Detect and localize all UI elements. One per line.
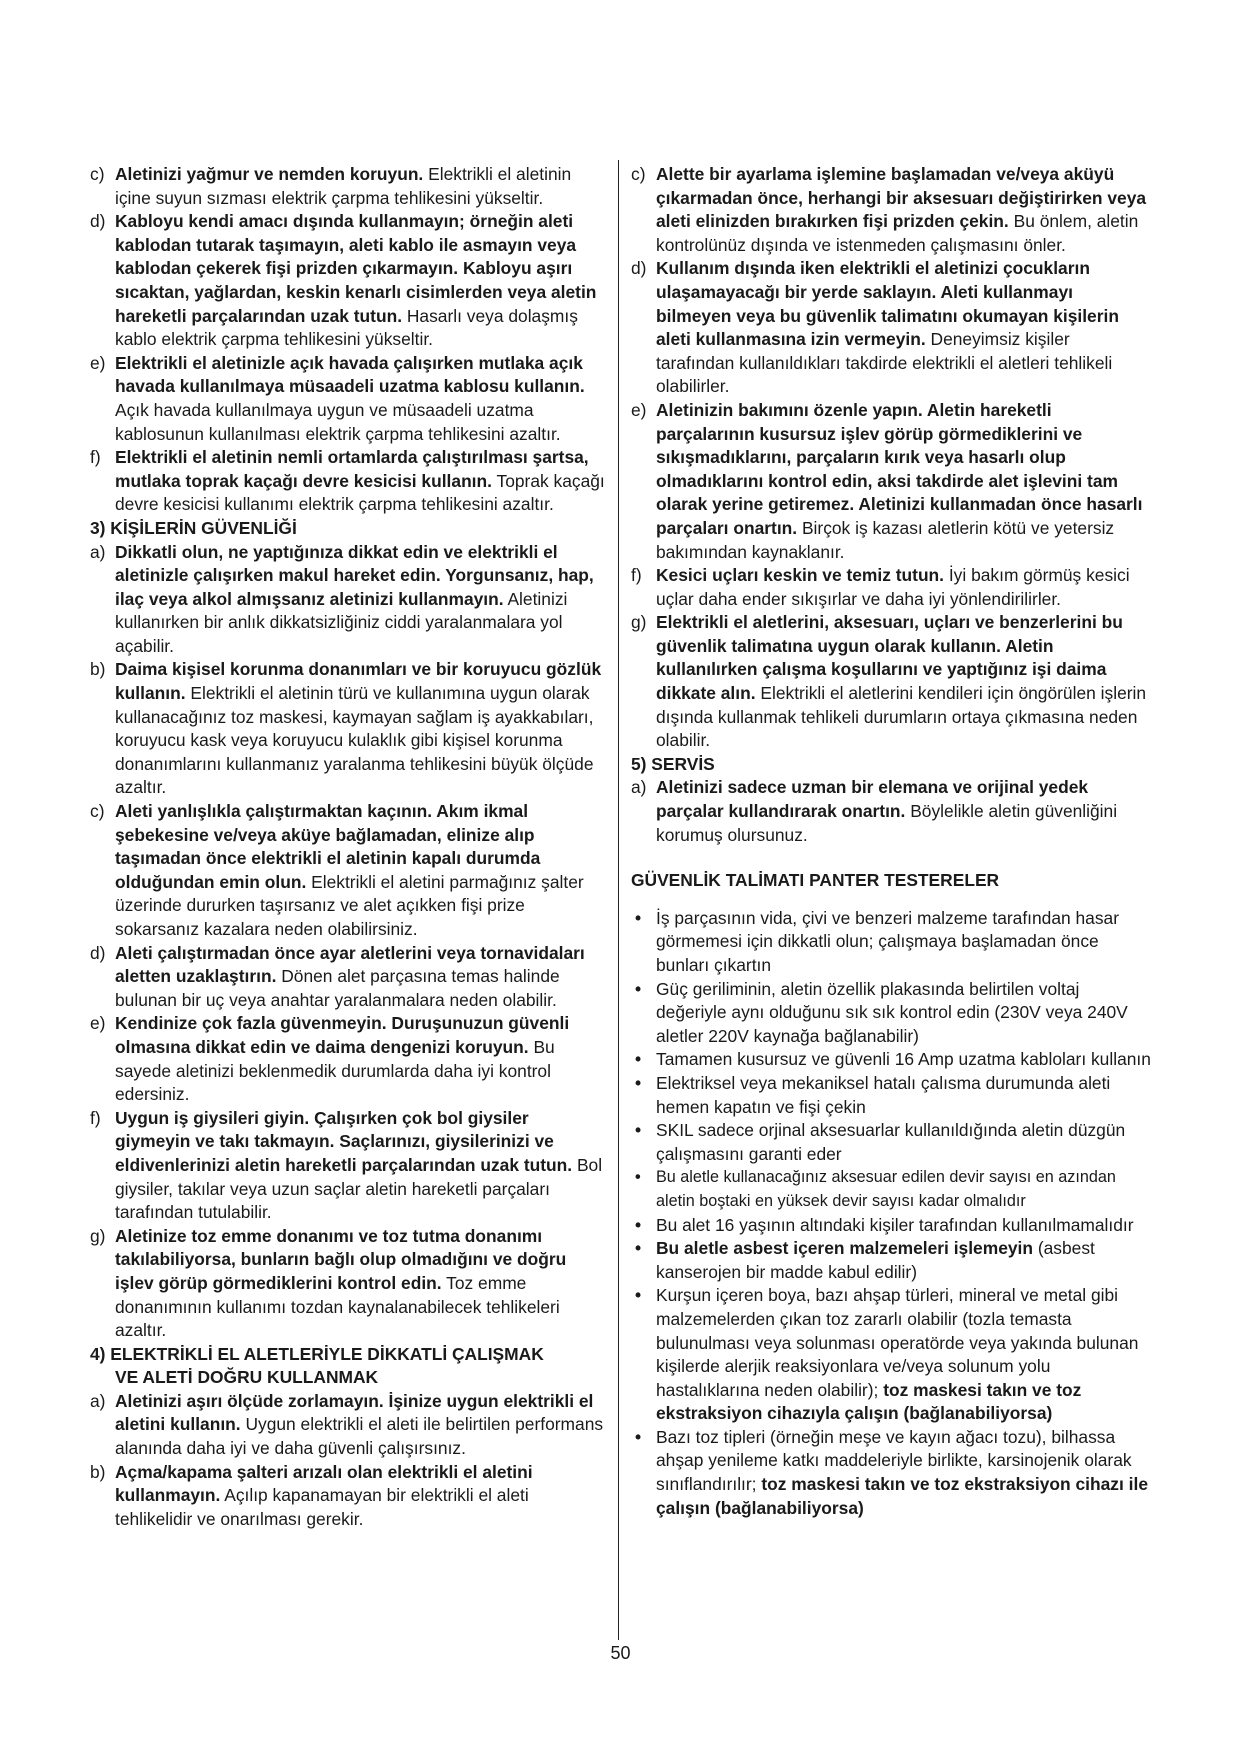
section3-items (90, 541, 605, 1343)
list-item: e) Elektrikli el aletinizle açık havada çalışırken mutlaka açık havada kullanılmaya müsaadeli uzatma kablosu kullanın. Açık havada kullanılmaya uygun ve müsaadeli uzatma kablosunun kullanılması elektrik çarpma tehlikesini azaltır. (90, 352, 585, 444)
list-item: d) Kullanım dışında iken elektrikli el aletinizi çocukların ulaşamayacağı bir yerde saklayın. Aleti kullanmayı bilmeyen veya bu güvenlik talimatını okumayan kişilerin aleti kullanmasına izin vermeyin. Deneyimsiz kişiler tarafından kullanıldıkları takdirde elektrikli el aletleri tehlikeli olabilirler. (631, 258, 1119, 397)
column-divider (618, 160, 619, 1640)
left-column (90, 163, 605, 1531)
list-item: b) Açma/kapama şalteri arızalı olan elektrikli el aletini kullanmayın. Açılıp kapanamayan bir elektrikli el aleti tehlikelidir ve onarılması gerekir. (90, 1461, 533, 1529)
page-number: 50 (610, 1643, 631, 1663)
list-item: f) Elektrikli el aletinin nemli ortamlarda çalıştırılması şartsa, mutlaka toprak kaçağı devre kesicisi kullanın. Toprak kaçağı devre kesicisi kullanımı elektrik çarpma tehlikesini azaltır. (90, 447, 605, 515)
bullet-item: • Kurşun içeren boya, bazı ahşap türleri, mineral ve metal gibi malzemelerden çıkan toz zararlı olabilir (tozla temasta bulunulması veya solunması operatörde veya yakında bulunan kişilerde alerjik reaksiyonlara ve/veya solunum yolu hastalıklarına neden olabilir); toz maskesi takın ve toz ekstraksiyon cihazıyla çalışın (bağlanabiliyorsa) (635, 1285, 1139, 1424)
section-heading-personal-safety: 3) KİŞİLERİN GÜVENLİĞİ (90, 517, 297, 538)
section-heading-service: 5) SERVİS (631, 753, 715, 774)
bullet-item: • İş parçasının vida, çivi ve benzeri malzeme tarafından hasar görmemesi için dikkatli olun; çalışmaya başlamadan önce bunları çıkartın (635, 907, 1120, 975)
bullet-item: • Bu alet 16 yaşının altındaki kişiler tarafından kullanılmamalıdır (635, 1214, 1134, 1235)
list-item: g) Elektrikli el aletlerini, aksesuarı, uçları ve benzerlerini bu güvenlik talimatına uygun olarak kullanın. Aletin kullanılırken çalışma koşullarını ve yaptığınız işi daima dikkate alın. Elektrikli el aletlerini kendileri için öngörülen işlerin dışında kullanmak tehlikeli durumların ortaya çıkmasına neden olabilir. (631, 612, 1147, 751)
list-item: f) Kesici uçları keskin ve temiz tutun. İyi bakım görmüş kesici uçlar daha ender sıkışırlar ve daha iyi yönlendirilirler. (631, 565, 1130, 609)
bullet-item: • Elektriksel veya mekaniksel hatalı çalısma durumunda aleti hemen kapatın ve fişi çekin (635, 1072, 1111, 1117)
list-item: g) Aletinize toz emme donanımı ve toz tutma donanımı takılabiliyorsa, bunların bağlı olup olmadığını ve doğru işlev görüp görmediklerini kontrol edin. Toz emme donanımının kullanımı tozdan kaynalanabilecek tehlikeleri azaltır. (90, 1225, 567, 1341)
list-item: a) Aletinizi sadece uzman bir elemana ve orijinal yedek parçalar kullandırarak onartın. Böylelikle aletin güvenliğini korumuş olursunuz. (631, 777, 1118, 845)
right-items (631, 163, 1151, 753)
list-item: a) Dikkatli olun, ne yaptığınıza dikkat edin ve elektrikli el aletinizle çalışırken makul hareket edin. Yorgunsanız, hap, ilaç veya alkol almışsanız aletinizi kullanmayın. Aletinizi kullanırken bir anlık dikkatsizliğiniz ciddi yaralanmalara yol açabilir. (90, 541, 594, 656)
list-item: d) Aleti çalıştırmadan önce ayar aletlerini veya tornavidaları aletten uzaklaştırın. Dönen alet parçasına temas halinde bulunan bir uç veya anahtar yaralanmalara neden olabilir. (90, 942, 585, 1010)
section-heading-tool-use-line1: 4) ELEKTRİKLİ EL ALETLERİYLE DİKKATLİ ÇALIŞMAK (90, 1343, 544, 1364)
right-column (631, 163, 1151, 1520)
list-item: a) Aletinizi aşırı ölçüde zorlamayın. İşinize uygun elektrikli el aletini kullanın. Uygun elektrikli el aleti ile belirtilen performans alanında daha iyi ve daha güvenli çalışırsınız. (90, 1390, 604, 1459)
bullet-item: • Tamamen kusursuz ve güvenli 16 Amp uzatma kabloları kullanın (635, 1049, 1151, 1070)
list-item: c) Aleti yanlışlıkla çalıştırmaktan kaçının. Akım ikmal şebekesine ve/veya aküye bağlamadan, elinize alıp taşımadan önce elektrikli el aletinin kapalı durumda olduğundan emin olun. Elektrikli el aletini parmağınız şalter üzerinde dururken taşırsanız ve alet açıkken fişi prize sokarsanız kazalara neden olabilirsiniz. (90, 801, 584, 939)
left-items (90, 163, 605, 517)
list-item: b) Daima kişisel korunma donanımları ve bir koruyucu gözlük kullanın. Elektrikli el aletinin türü ve kullanımına uygun olarak kullanacağınız toz maskesi, kaymayan sağlam iş ayakkabıları, koruyucu kask veya koruyucu kulaklık gibi kişisel korunma donanımlarını kullanmanız yaralanma tehlikesini büyük ölçüde azaltır. (90, 659, 602, 798)
bullet-item: • Güç geriliminin, aletin özellik plakasında belirtilen voltaj değeriyle aynı olduğunu sık sık kontrol edin (230V veya 240V aletler 220V kaynağa bağlanabilir) (635, 978, 1128, 1046)
safety-bullets (631, 907, 1151, 1520)
list-item: c) Aletinizi yağmur ve nemden koruyun. Elektrikli el aletinin içine suyun sızması elektrik çarpma tehlikesini yükseltir. (90, 164, 572, 208)
list-item: e) Kendinize çok fazla güvenmeyin. Duruşunuzun güvenli olmasına dikkat edin ve daima dengenizi koruyun. Bu sayede aletinizi beklenmedik durumlarda daha iyi kontrol edersiniz. (90, 1013, 570, 1105)
section-heading-tool-use-line2: VE ALETİ DOĞRU KULLANMAK (115, 1367, 379, 1388)
bullet-item: • SKIL sadece orjinal aksesuarlar kullanıldığında aletin düzgün çalışmasını garanti eder (635, 1120, 1126, 1164)
list-item: f) Uygun iş giysileri giyin. Çalışırken çok bol giysiler giymeyin ve takı takmayın. Saçlarınızı, giysilerinizi ve eldivenlerinizi aletin hareketli parçalarından uzak tutun. Bol giysiler, takılar veya uzun saçlar aletin hareketli parçaları tarafından tutulabilir. (90, 1107, 603, 1223)
list-item: d) Kabloyu kendi amacı dışında kullanmayın; örneğin aleti kablodan tutarak taşımayın, aleti kablo ile asmayın veya kablodan çekerek fişi prizden çıkarmayın. Kabloyu aşırı sıcaktan, yağlardan, keskin kenarlı cisimlerden veya aletin hareketli parçalarından uzak tutun. Hasarlı veya dolaşmış kablo elektrik çarpma tehlikesini yükseltir. (90, 211, 597, 350)
bullet-item: • Bu aletle kullanacağınız aksesuar edilen devir sayısı en azından aletin boştaki en yüksek devir sayısı kadar olmalıdır (635, 1168, 1116, 1210)
list-item: e) Aletinizin bakımını özenle yapın. Aletin hareketli parçalarının kusursuz işlev görüp görmediklerini ve sıkışmadıklarını, parçaların kırık veya hasarlı olup olmadıklarını kontrol edin, aksi takdirde alet işlevini tam olarak yerine getiremez. Aletinizi kullanmadan önce hasarlı parçaları onartın. Birçok iş kazası aletlerin kötü ve yetersiz bakımından kaynaklanır. (631, 399, 1143, 562)
bullet-item: • Bu aletle asbest içeren malzemeleri işlemeyin (asbest kanserojen bir madde kabul edilir) (635, 1238, 1095, 1282)
section4-items (90, 1390, 605, 1532)
safety-heading: GÜVENLİK TALİMATI PANTER TESTERELER (631, 870, 1000, 891)
list-item: c) Alette bir ayarlama işlemine başlamadan ve/veya aküyü çıkarmadan önce, herhangi bir aksesuarı değiştirirken veya aleti elinizden bırakırken fişi prizden çekin. Bu önlem, aletin kontrolünüz dışında ve istenmeden çalışmasını önler. (631, 164, 1147, 255)
bullet-item: • Bazı toz tipleri (örneğin meşe ve kayın ağacı tozu), bilhassa ahşap yenileme katkı maddeleriyle birlikte, karsinojenik olarak sınıflandırılır; toz maskesi takın ve toz ekstraksiyon cihazı ile çalışın (bağlanabiliyorsa) (635, 1426, 1148, 1518)
